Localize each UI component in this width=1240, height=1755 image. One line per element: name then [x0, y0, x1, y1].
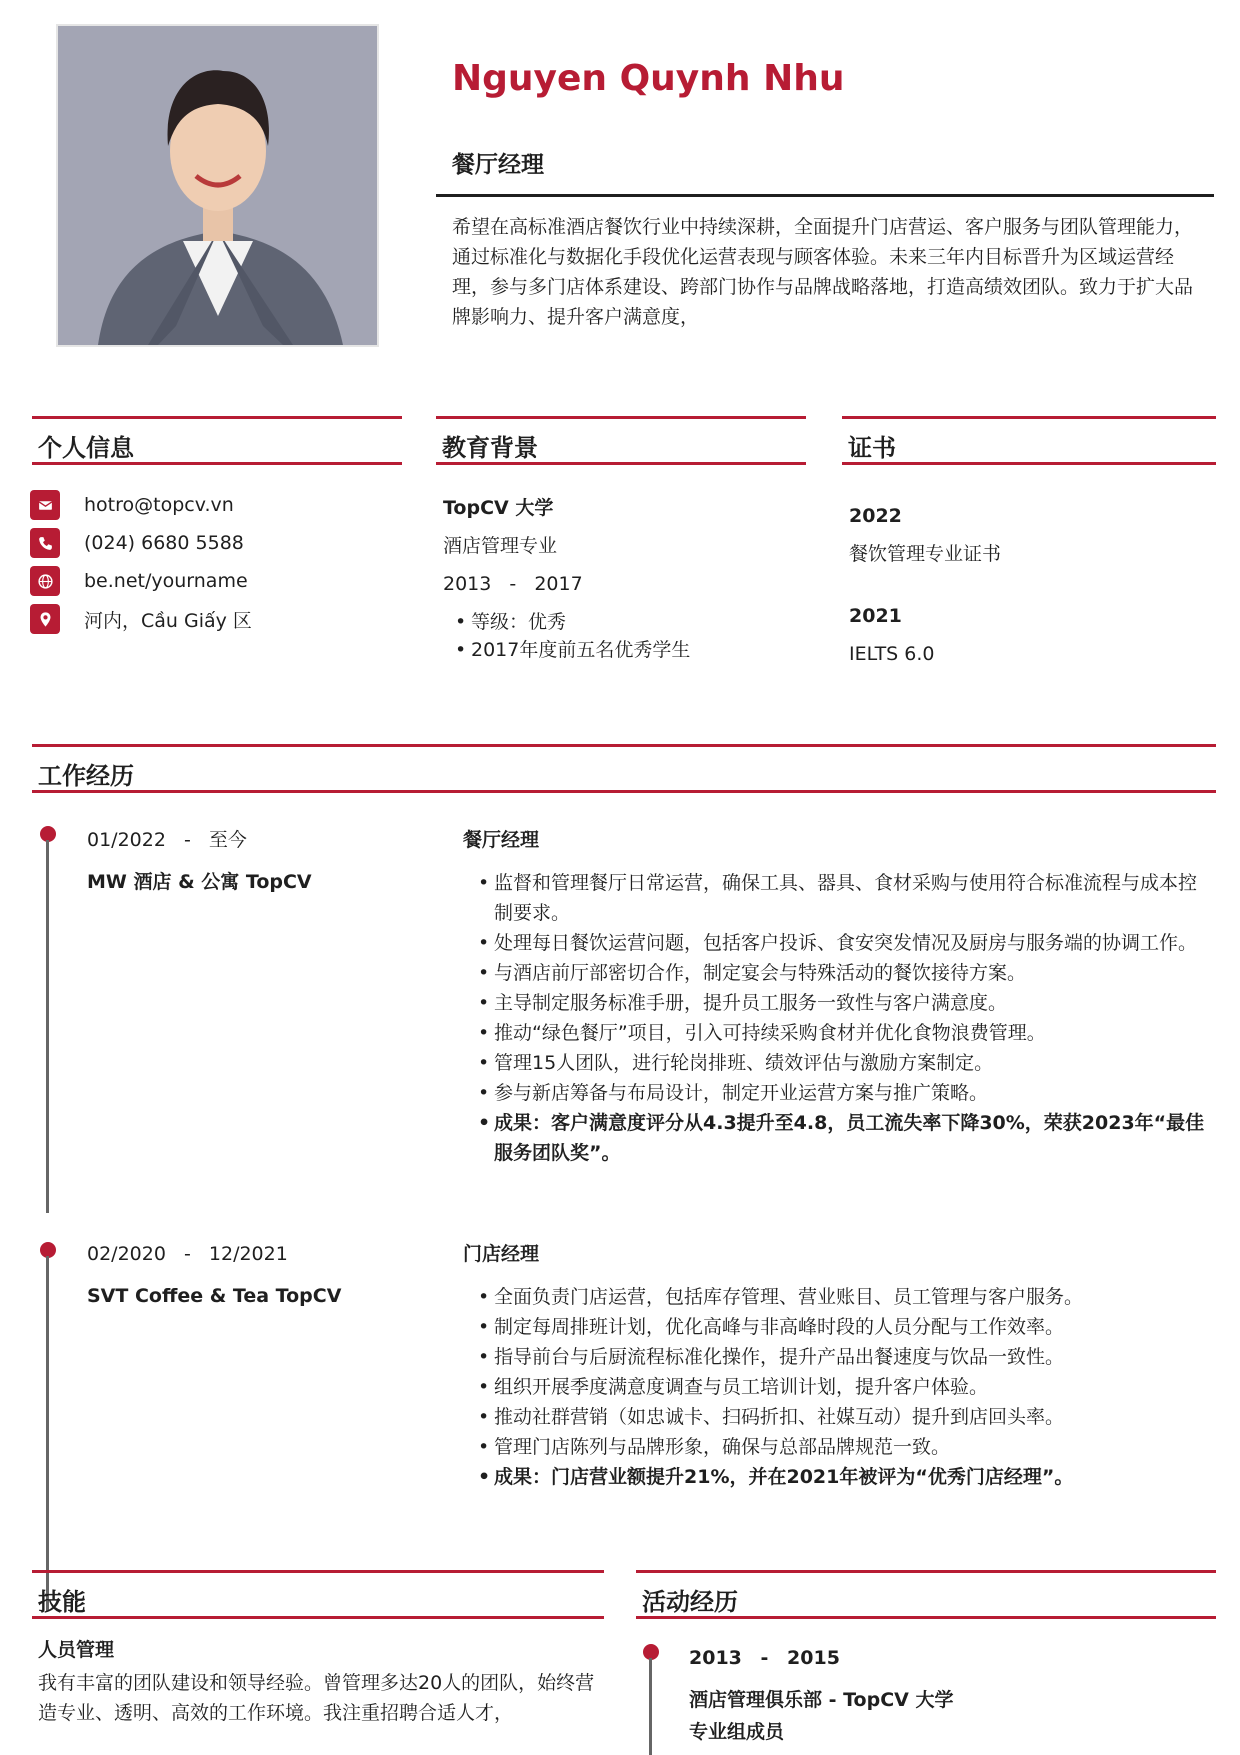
section-top-bar [32, 1570, 604, 1573]
list-item: • 与酒店前厅部密切合作，制定宴会与特殊活动的餐饮接待方案。 [478, 958, 1208, 988]
activity-role: 专业组成员 [689, 1721, 785, 1743]
list-item: • 推动“绿色餐厅”项目，引入可持续采购食材并优化食物浪费管理。 [478, 1018, 1208, 1048]
certificates-title: 证书 [848, 434, 896, 462]
job-duties [478, 868, 1208, 1168]
activity-period: 2013 - 2015 [689, 1647, 840, 1669]
address-text: 河内，Cầu Giấy 区 [84, 609, 252, 632]
list-item: • 管理门店陈列与品牌形象，确保与总部品牌规范一致。 [478, 1432, 1208, 1462]
company-name: MW 酒店 & 公寓 TopCV [87, 871, 312, 893]
header-divider [436, 194, 1214, 197]
contact-address [30, 600, 252, 638]
section-top-bar [32, 416, 402, 419]
list-item: • 推动社群营销（如忠诚卡、扫码折扣、社媒互动）提升到店回头率。 [478, 1402, 1208, 1432]
skill-name: 人员管理 [38, 1639, 115, 1661]
list-item: • 全面负责门店运营，包括库存管理、营业账目、员工管理与客户服务。 [478, 1282, 1208, 1312]
skill-description: 我有丰富的团队建设和领导经验。曾管理多达20人的团队，始终营造专业、透明、高效的工作环境。我注重招聘合适人才， [38, 1672, 595, 1724]
job-achievement: • 成果：客户满意度评分从4.3提升至4.8，员工流失率下降30%，荣获2023年“最佳服务团队奖”。 [478, 1108, 1208, 1168]
timeline-line [649, 1658, 652, 1755]
list-item: • 指导前台与后厨流程标准化操作，提升产品出餐速度与饮品一致性。 [478, 1342, 1208, 1372]
section-bottom-bar [636, 1616, 1216, 1619]
activities-title: 活动经历 [642, 1588, 738, 1616]
location-pin-icon [30, 604, 60, 634]
job-position: 餐厅经理 [463, 829, 540, 851]
section-top-bar [842, 416, 1216, 419]
contact-email[interactable] [30, 486, 252, 524]
activity-end: 2015 [787, 1647, 840, 1669]
person-portrait-icon [58, 26, 377, 345]
education-start: 2013 [443, 573, 492, 595]
contact-phone[interactable] [30, 524, 252, 562]
job-duties [478, 1282, 1208, 1492]
job-end: 12/2021 [208, 1243, 288, 1265]
contact-list [30, 486, 252, 638]
list-item: • 参与新店筹备与布局设计，制定开业运营方案与推广策略。 [478, 1078, 1208, 1108]
section-bottom-bar [842, 462, 1216, 465]
timeline-line [46, 840, 49, 1213]
section-top-bar [636, 1570, 1216, 1573]
major: 酒店管理专业 [443, 535, 558, 557]
list-item: • 制定每周排班计划，优化高峰与非高峰时段的人员分配与工作效率。 [478, 1312, 1208, 1342]
section-bottom-bar [32, 462, 402, 465]
job-period: 01/2022 - 至今 [87, 829, 247, 851]
job-end: 至今 [208, 829, 247, 851]
section-bottom-bar [32, 790, 1216, 793]
candidate-name: Nguyen Quynh Nhu [452, 58, 845, 99]
personal-info-title: 个人信息 [38, 434, 134, 462]
cert-name: 餐饮管理专业证书 [849, 543, 1002, 565]
job-start: 01/2022 [87, 829, 166, 851]
list-item: • 主导制定服务标准手册，提升员工服务一致性与客户满意度。 [478, 988, 1208, 1018]
job-achievement: • 成果：门店营业额提升21%，并在2021年被评为“优秀门店经理”。 [478, 1462, 1208, 1492]
globe-icon [30, 566, 60, 596]
contact-website[interactable] [30, 562, 252, 600]
phone-icon [30, 528, 60, 558]
section-top-bar [436, 416, 806, 419]
activity-start: 2013 [689, 1647, 742, 1669]
school-name: TopCV 大学 [443, 497, 554, 519]
career-objective: 希望在高标准酒店餐饮行业中持续深耕，全面提升门店营运、客户服务与团队管理能力，通过标准化与数据化手段优化运营表现与顾客体验。未来三年内目标晋升为区域运营经理，参与多门店体系建设、跨部门协作与品牌战略落地，打造高绩效团队。致力于扩大品牌影响力、提升客户满意度， [452, 216, 1194, 328]
work-title: 工作经历 [38, 762, 134, 790]
section-bottom-bar [32, 1616, 604, 1619]
company-name: SVT Coffee & Tea TopCV [87, 1285, 342, 1307]
list-item: • 等级：优秀 [455, 608, 795, 636]
list-item: • 组织开展季度满意度调查与员工培训计划，提升客户体验。 [478, 1372, 1208, 1402]
cert-year: 2022 [849, 505, 902, 527]
email-icon [30, 490, 60, 520]
list-item: • 监督和管理餐厅日常运营，确保工具、器具、食材采购与使用符合标准流程与成本控制要求。 [478, 868, 1208, 928]
target-role: 餐厅经理 [452, 152, 544, 178]
education-end: 2017 [534, 573, 583, 595]
job-start: 02/2020 [87, 1243, 166, 1265]
job-position: 门店经理 [463, 1243, 540, 1265]
education-period: 2013 - 2017 [443, 573, 583, 595]
education-highlights [455, 608, 795, 664]
education-title: 教育背景 [442, 434, 538, 462]
activity-org: 酒店管理俱乐部 - TopCV 大学 [689, 1689, 954, 1711]
section-bottom-bar [436, 462, 806, 465]
timeline-line [46, 1256, 49, 1611]
skills-title: 技能 [38, 1588, 86, 1616]
list-item: • 管理15人团队，进行轮岗排班、绩效评估与激励方案制定。 [478, 1048, 1208, 1078]
website-text: be.net/yourname [84, 570, 248, 592]
list-item: • 2017年度前五名优秀学生 [455, 636, 795, 664]
list-item: • 处理每日餐饮运营问题，包括客户投诉、食安突发情况及厨房与服务端的协调工作。 [478, 928, 1208, 958]
phone-text: (024) 6680 5588 [84, 532, 244, 554]
profile-photo [56, 24, 379, 347]
cert-year: 2021 [849, 605, 902, 627]
section-top-bar [32, 744, 1216, 747]
email-text: hotro@topcv.vn [84, 494, 234, 516]
cert-name: IELTS 6.0 [849, 643, 935, 665]
job-period: 02/2020 - 12/2021 [87, 1243, 288, 1265]
